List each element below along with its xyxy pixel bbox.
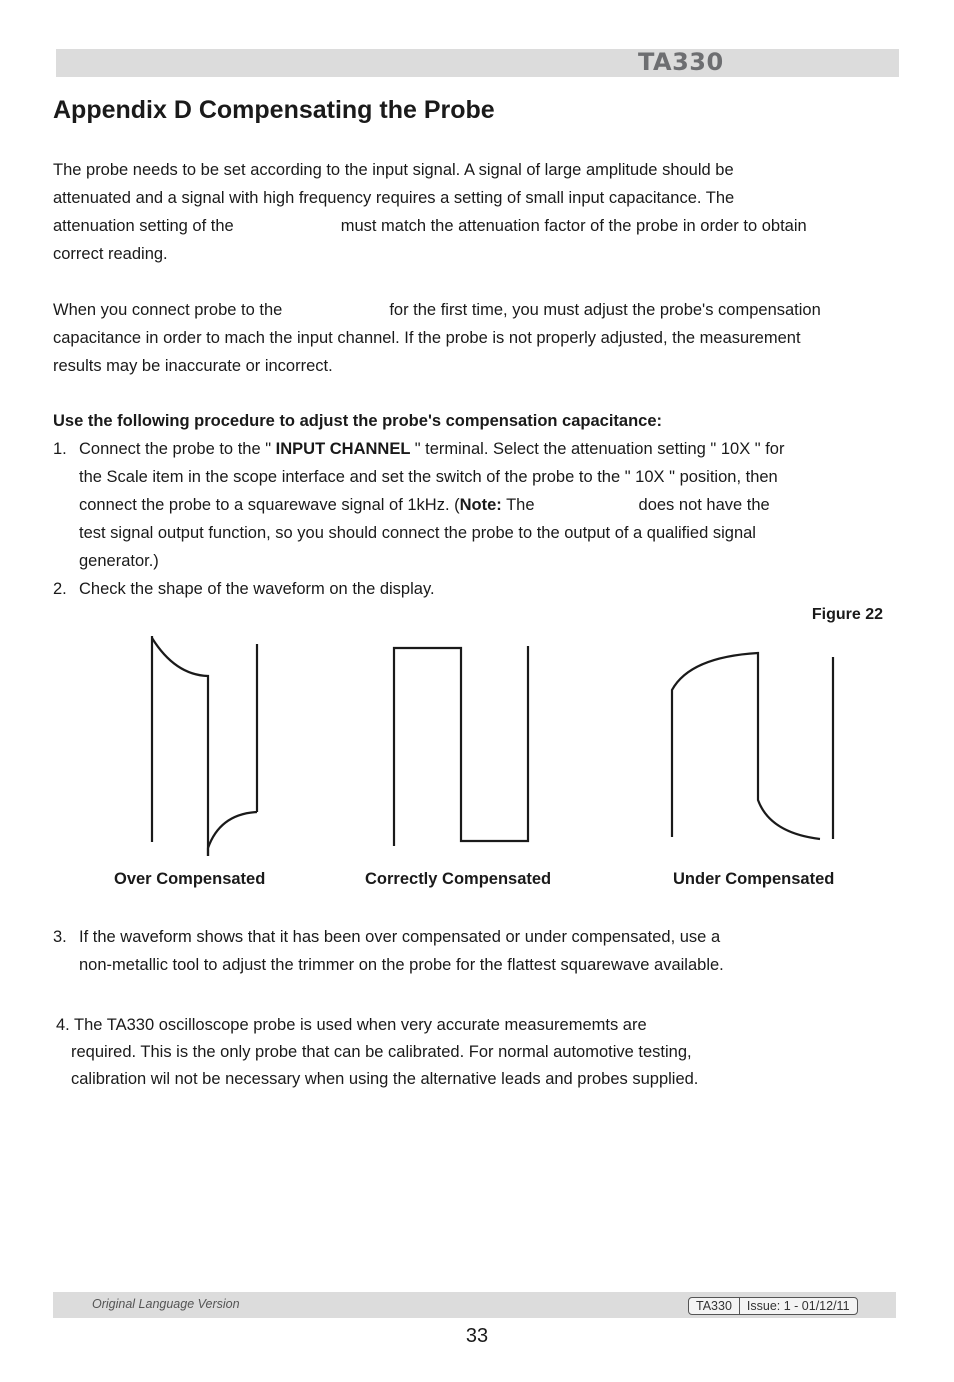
connect-paragraph xyxy=(53,296,913,380)
text-line xyxy=(79,491,909,519)
footer-issue: Issue: 1 - 01/12/11 xyxy=(739,1298,857,1314)
waveform-trace xyxy=(208,812,257,856)
footer-model: TA330 xyxy=(696,1299,732,1313)
text-line: generator.) xyxy=(79,552,159,570)
waveform-trace xyxy=(152,638,208,856)
text-fragment: does not have the xyxy=(638,496,770,514)
waveform-trace xyxy=(672,653,820,839)
procedure-heading: Use the following procedure to adjust the probe's compensation capacitance: xyxy=(53,412,663,430)
text-line: Check the shape of the waveform on the display. xyxy=(79,580,435,598)
text-fragment: Note: xyxy=(459,496,502,514)
text-line: The probe needs to be set according to the input signal. A signal of large amplitude should be xyxy=(53,161,734,179)
text-line: non-metallic tool to adjust the trimmer on the probe for the flattest squarewave available. xyxy=(79,956,724,974)
text-line: results may be inaccurate or incorrect. xyxy=(53,357,333,375)
step-number: 3. xyxy=(53,928,67,946)
text-fragment: The xyxy=(501,496,535,514)
page-title: Appendix D Compensating the Probe xyxy=(53,96,495,124)
footer-issue-box xyxy=(688,1297,858,1315)
wave-label-under: Under Compensated xyxy=(673,870,835,888)
over-compensated-waveform xyxy=(140,630,270,862)
text-fragment: attenuation setting of the xyxy=(53,217,234,235)
step-2 xyxy=(53,575,913,603)
text-fragment: for the first time, you must adjust the probe's compensation xyxy=(389,301,821,319)
footer-version: Original Language Version xyxy=(92,1297,240,1311)
intro-paragraph xyxy=(53,156,913,268)
text-line: capacitance in order to mach the input channel. If the probe is not properly adjusted, the measurement xyxy=(53,329,801,347)
text-line: 4. The TA330 oscilloscope probe is used when very accurate measurememts are xyxy=(56,1016,647,1034)
brand-logo: TA330 xyxy=(638,48,724,76)
text-fragment: Connect the probe to the " xyxy=(79,440,272,458)
text-line: the Scale item in the scope interface and set the switch of the probe to the " 10X " position, then xyxy=(79,468,778,486)
text-line: correct reading. xyxy=(53,245,168,263)
text-fragment: INPUT CHANNEL xyxy=(271,440,415,458)
text-fragment: must match the attenuation factor of the probe in order to obtain xyxy=(340,217,807,235)
text-line: required. This is the only probe that can be calibrated. For normal automotive testing, xyxy=(71,1043,692,1061)
text-fragment: connect the probe to a squarewave signal of 1kHz. ( xyxy=(79,496,460,514)
figure-caption: Figure 22 xyxy=(811,606,883,623)
text-line xyxy=(53,212,913,240)
step-3 xyxy=(53,923,913,979)
waveform-trace xyxy=(394,646,528,846)
text-line: test signal output function, so you should connect the probe to the output of a qualified signal xyxy=(79,524,756,542)
correct-compensated-waveform xyxy=(385,640,540,852)
step-4 xyxy=(56,1012,698,1093)
step-1 xyxy=(53,435,913,575)
step-number: 1. xyxy=(53,440,67,458)
step-number: 2. xyxy=(53,580,67,598)
text-line xyxy=(53,296,913,324)
under-compensated-waveform xyxy=(660,645,845,845)
page-number: 33 xyxy=(465,1325,489,1347)
text-line: calibration wil not be necessary when using the alternative leads and probes supplied. xyxy=(71,1070,699,1088)
text-fragment: " terminal. Select the attenuation setting " 10X " for xyxy=(414,440,785,458)
wave-label-over: Over Compensated xyxy=(114,870,266,888)
header-bar xyxy=(56,49,899,77)
text-line: attenuated and a signal with high frequency requires a setting of small input capacitance. The xyxy=(53,189,735,207)
text-line: If the waveform shows that it has been over compensated or under compensated, use a xyxy=(79,928,721,946)
text-fragment: When you connect probe to the xyxy=(53,301,283,319)
text-line xyxy=(79,435,909,463)
wave-label-correct: Correctly Compensated xyxy=(365,870,552,888)
